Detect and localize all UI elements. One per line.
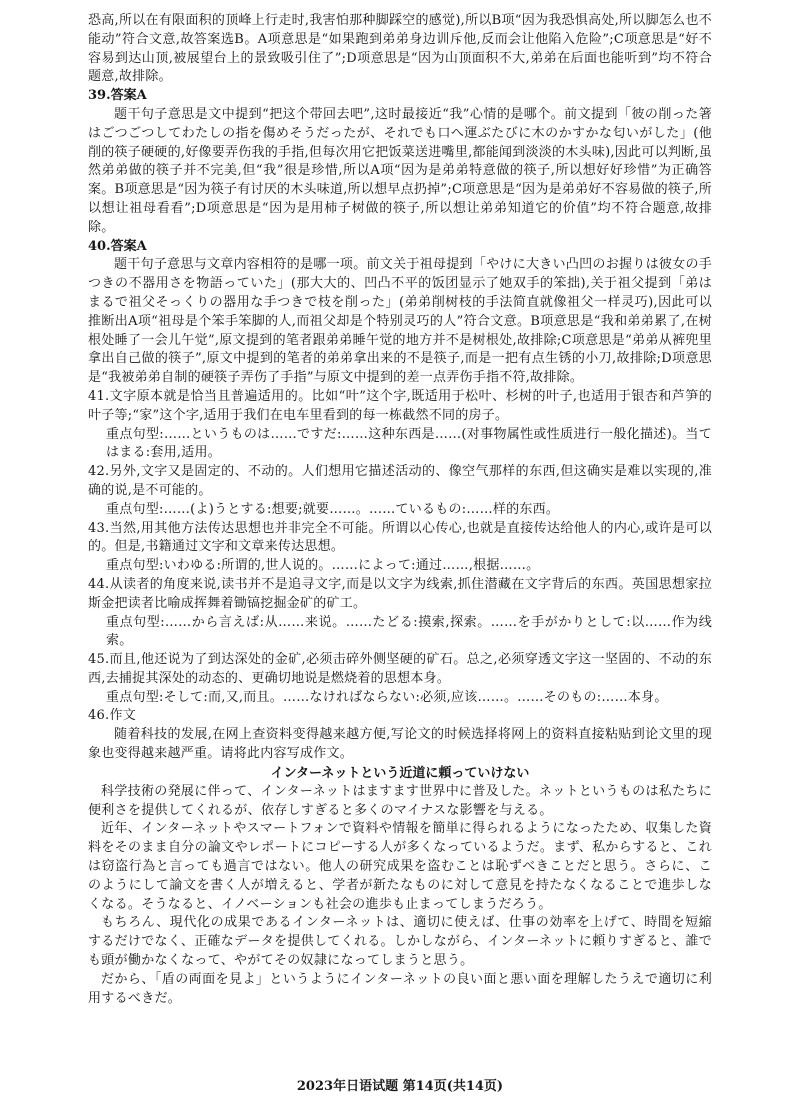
question-44 (88, 576, 712, 651)
essay-paragraph: 近年、インターネットやスマートフォンで資料や情報を簡単に得られるようになったため、収集した資料をそのまま自分の論文やレポートにコピーする人が多くなっているようだ。まず、私からすると、これは窃盗行為と言っても過言ではない。他人の研究成果を盗むことは恥ずべきことだと思う。さらに、このようにして論文を書く人が増えると、学者が新たなものに対して意見を持たなくなることで進歩しなくなる。そうなると、イノベーションも社会の進歩も止まってしまうだろう。 (88, 821, 712, 912)
essay-paragraph: だから、「盾の両面を見よ」というようにインターネットの良い面と悪い面を理解したうえで適切に利用するべきだ。 (88, 971, 712, 1006)
question-45 (88, 651, 712, 707)
essay-body (88, 783, 712, 1009)
question-number: 46. (88, 708, 110, 724)
essay-paragraph: 科学技術の発展に伴って、インターネットはますます世界中に普及した。ネットというものは私たちに便利さを提供してくれるが、依存しすぎると多くのマイナスな影響を与える。 (88, 783, 712, 818)
question-number: 44. (88, 576, 110, 592)
question-46 (88, 707, 712, 1008)
translation: 文字原本就是恰当且普遍适用的。比如“叶”这个字,既适用于松叶、杉树的叶子,也适用于银杏和芦笋的叶子等;“家”这个字,适用于我们在电车里看到的每一栋截然不同的房子。 (88, 388, 712, 423)
question-number: 43. (88, 520, 110, 536)
question-number: 39. (88, 88, 111, 104)
question-40 (88, 238, 712, 388)
question-39 (88, 87, 712, 237)
explanation: 题干句子意思与文章内容相符的是哪一项。前文关于祖母提到「やけに大きい凸凹のお握りは彼女の手つきの不器用さを物語っていた」(那大大的、凹凸不平的饭团显示了她双手的笨拙),关于祖父提到「弟はまるで祖父そっくりの器用な手つきで枝を削った」(弟弟削树枝的手法简直就像祖父一样灵巧),因此可以推断出A项“祖母是个笨手笨脚的人,而祖父却是个特别灵巧的人”符合文意。B项意思是“我和弟弟累了,在树根处睡了一会儿午觉”,原文提到的笔者跟弟弟睡午觉的地方并不是树根处,故排除;C项意思是“弟弟从裤兜里拿出自己做的筷子”,原文中提到的笔者的弟弟拿出来的不是筷子,而是一把有点生锈的小刀,故排除;D项意思是“我被弟弟自制的硬筷子弄伤了手指”与原文中提到的差一点弄伤手指不符,故排除。 (88, 257, 712, 386)
essay-title: インターネットという近道に頼っていけない (270, 765, 530, 781)
essay-prompt: 随着科技的发展,在网上查资料变得越来越方便,写论文的时候选择将网上的资料直接粘贴到论文里的现象也变得越来越严重。请将此内容写成作文。 (88, 727, 712, 762)
page-footer: 2023年日语试题 第14页(共14页) (296, 1079, 504, 1094)
essay-paragraph: もちろん、現代化の成果であるインターネットは、適切に使えば、仕事の効率を上げて、時間を短縮するだけでなく、正確なデータを提供してくれる。しかしながら、インターネットに頼りすぎると、誰でも頭が働かなくなって、やがてその奴隷になってしまうと思う。 (88, 915, 712, 969)
essay-label: 作文 (109, 708, 136, 724)
question-number: 41. (88, 388, 110, 404)
answer-label: 答案A (110, 88, 147, 104)
question-number: 45. (88, 652, 110, 668)
translation: 当然,用其他方法传达思想也并非完全不可能。所谓以心传心,也就是直接传达给他人的内心,或许是可以的。但是,书籍通过文字和文章来传达思想。 (88, 520, 712, 555)
key-pattern: 重点句型:そして:而,又,而且。……なければならない:必须,应该……。……そのもの:……本身。 (106, 689, 668, 705)
question-number: 40. (88, 238, 111, 254)
key-pattern: 重点句型:……というものは……ですだ:……这种东西是……(对事物属性或性质进行一般化描述)。当てはまる:套用,适用。 (106, 426, 712, 461)
key-pattern: 重点句型:……(よ)うとする:想要;就要……。……ているもの:……样的东西。 (106, 501, 560, 517)
question-number: 42. (88, 464, 110, 480)
explanation: 题干句子意思是文中提到“把这个带回去吧”,这时最接近“我”心情的是哪个。前文提到「彼の削った箸はごつごつしてわたしの指を傷めそうだったが、それでも口へ運ぶたびに木のかすかな匂いがした」(他削的筷子硬硬的,好像要弄伤我的手指,但每次用它把饭菜送进嘴里,都能闻到淡淡的木头味),因此可以判断,虽然弟弟做的筷子并不完美,但“我”很是珍惜,所以A项“因为是弟弟特意做的筷子,所以想好好珍惜”为正确答案。B项意思是“因为筷子有讨厌的木头味道,所以想早点扔掉”;C项意思是“因为是弟弟好不容易做的筷子,所以想让祖母看看”;D项意思是“因为是用柿子树做的筷子,所以想让弟弟知道它的价值”均不符合题意,故排除。 (88, 106, 712, 235)
translation: 另外,文字又是固定的、不动的。人们想用它描述活动的、像空气那样的东西,但这确实是难以实现的,准确的说,是不可能的。 (88, 464, 712, 498)
carryover-paragraph: 恐高,所以在有限面积的顶峰上行走时,我害怕那种脚踩空的感觉),所以B项“因为我恐惧高处,所以脚怎么也不能动”符合文意,故答案选B。A项意思是“如果跑到弟弟身边训斥他,反而会让他陷入危险”;C项意思是“好不容易到达山顶,被展望台上的景致吸引住了”;D项意思是“因为山顶面积不大,弟弟在后面也能听到”均不符合题意,故排除。 (88, 13, 712, 85)
question-43 (88, 520, 712, 576)
key-pattern: 重点句型:いわゆる:所谓的,世人说的。……によって:通过……,根据……。 (106, 558, 540, 574)
question-41 (88, 388, 712, 463)
answer-label: 答案A (110, 238, 147, 254)
key-pattern: 重点句型:……から言えば:从……来说。……たどる:摸索,探索。……を手がかりとして:以……作为线索。 (106, 614, 712, 649)
translation: 从读者的角度来说,读书并不是追寻文字,而是以文字为线索,抓住潜藏在文字背后的东西。英国思想家拉斯金把读者比喻成挥舞着锄镐挖掘金矿的矿工。 (88, 576, 712, 611)
translation: 而且,他还说为了到达深处的金矿,必须击碎外侧坚硬的矿石。总之,必须穿透文字这一坚固的、不动的东西,去捕捉其深处的动态的、更确切地说是燃烧着的思想本身。 (88, 652, 712, 686)
question-42 (88, 463, 712, 519)
